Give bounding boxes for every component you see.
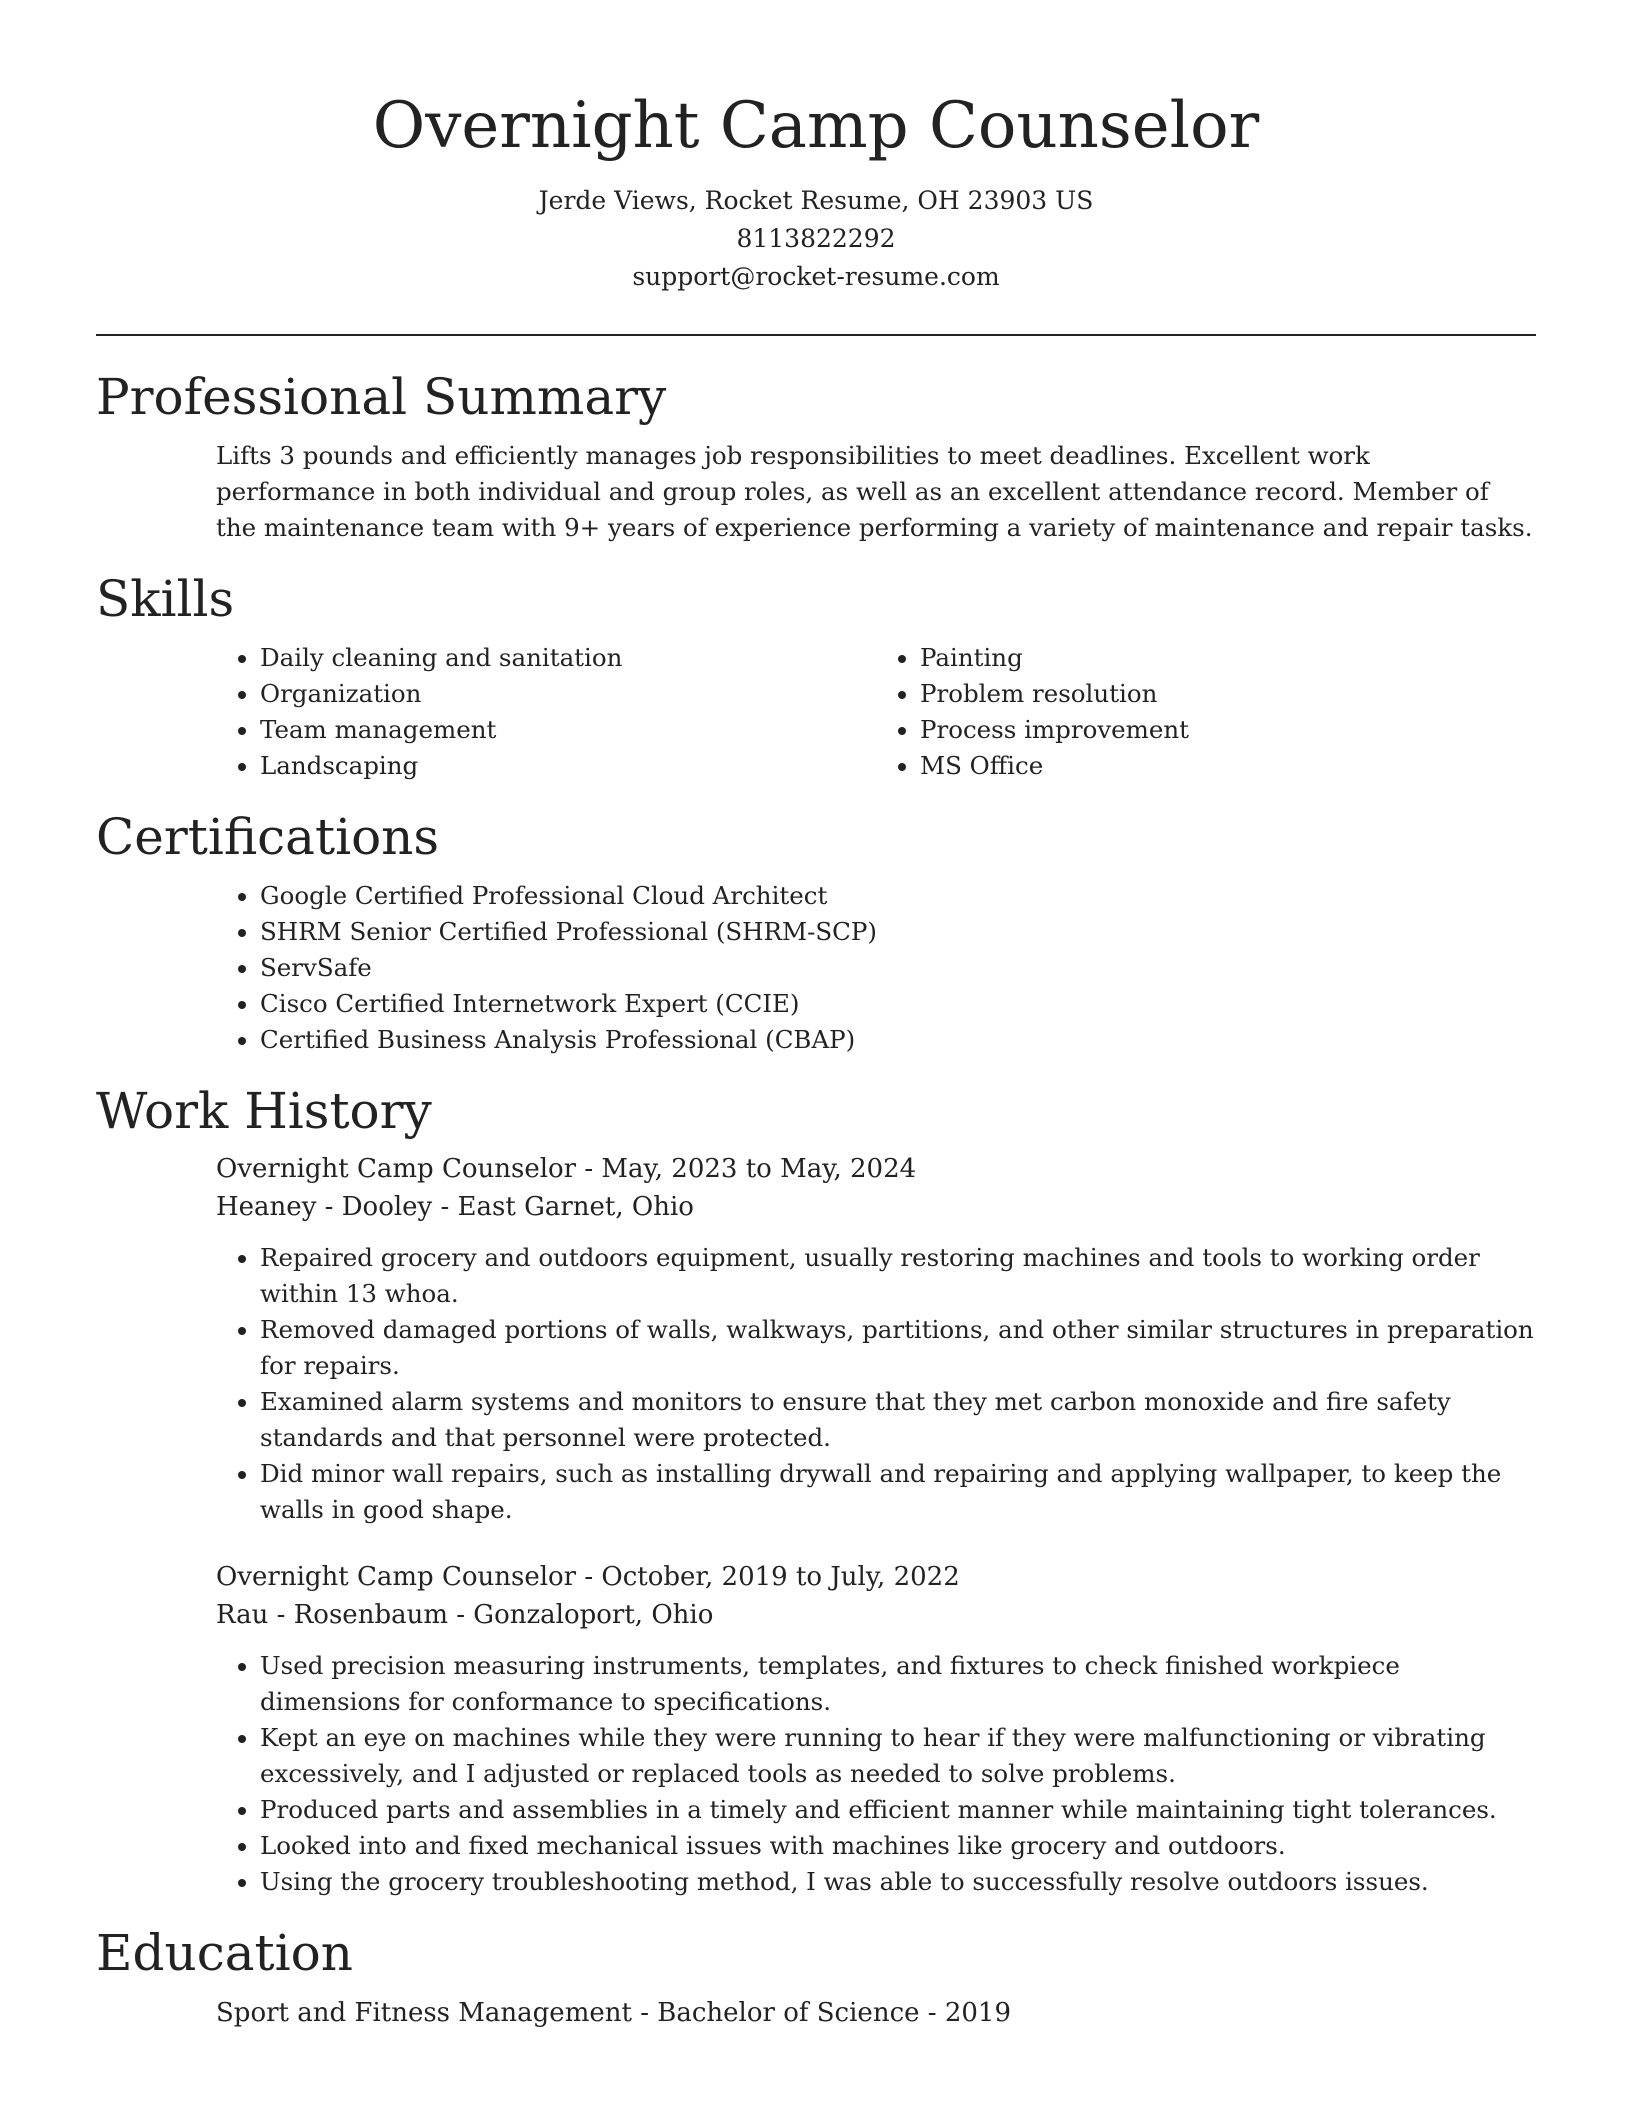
education-entry: Sport and Fitness Management - Bachelor of Science - 2019: [216, 1998, 1011, 2028]
skill-item: • Landscaping: [260, 748, 876, 784]
job-bullet: • Examined alarm systems and monitors to ensure that they met carbon monoxide and fire safety standards and that personnel were protected.: [260, 1384, 1536, 1456]
skill-item: • Process improvement: [920, 712, 1536, 748]
skill-item: • Painting: [920, 640, 1536, 676]
header-divider: [96, 334, 1536, 336]
job-bullet: • Did minor wall repairs, such as installing drywall and repairing and applying wallpaper, to keep the walls in good shape.: [260, 1456, 1536, 1528]
summary-heading: Professional Summary: [96, 368, 667, 426]
summary-text: Lifts 3 pounds and efficiently manages job responsibilities to meet deadlines. Excellent work performance in both individual and group roles, as well as an excellent attendance record. Member of the maintenance team with 9+ years of experience performing a variety of maintenance and repair tasks.: [216, 441, 1533, 542]
job-employer-line: Rau - Rosenbaum - Gonzaloport, Ohio: [216, 1600, 714, 1630]
job-bullet: • Using the grocery troubleshooting method, I was able to successfully resolve outdoors issues.: [260, 1864, 1536, 1900]
contact-address: Jerde Views, Rocket Resume, OH 23903 US: [538, 186, 1094, 215]
skill-item: • Problem resolution: [920, 676, 1536, 712]
certification-item: • SHRM Senior Certified Professional (SHRM-SCP): [260, 914, 1536, 950]
work-history-section: [96, 1080, 1536, 1900]
certification-item: • ServSafe: [260, 950, 1536, 986]
summary-section: [96, 366, 1536, 546]
job-bullets: [216, 1648, 1536, 1900]
certifications-section: [96, 806, 1536, 1058]
job-title-line: Overnight Camp Counselor - October, 2019 to July, 2022: [216, 1562, 960, 1592]
certifications-list: [216, 878, 1536, 1058]
job-bullets: [216, 1240, 1536, 1528]
candidate-name: Overnight Camp Counselor: [372, 89, 1260, 163]
skill-item: • Team management: [260, 712, 876, 748]
job-bullet: • Kept an eye on machines while they were running to hear if they were malfunctioning or vibrating excessively, and I adjusted or replaced tools as needed to solve problems.: [260, 1720, 1536, 1792]
education-heading: Education: [96, 1924, 353, 1982]
skills-list-left: [216, 640, 876, 784]
certification-item: • Certified Business Analysis Professional (CBAP): [260, 1022, 1536, 1058]
skills-heading: Skills: [96, 570, 235, 628]
education-section: [96, 1922, 1536, 2032]
job-bullet: • Produced parts and assemblies in a timely and efficient manner while maintaining tight tolerances.: [260, 1792, 1536, 1828]
job-entry: [216, 1558, 1536, 1900]
job-bullet: • Repaired grocery and outdoors equipment, usually restoring machines and tools to working order within 13 whoa.: [260, 1240, 1536, 1312]
job-employer-line: Heaney - Dooley - East Garnet, Ohio: [216, 1192, 694, 1222]
resume-page: [96, 0, 1536, 2032]
contact-email: support@rocket-resume.com: [632, 262, 1000, 291]
resume-header: [96, 0, 1536, 296]
skill-item: • Organization: [260, 676, 876, 712]
work-history-heading: Work History: [96, 1082, 432, 1140]
skill-item: • MS Office: [920, 748, 1536, 784]
job-title-line: Overnight Camp Counselor - May, 2023 to May, 2024: [216, 1154, 917, 1184]
skills-grid: [96, 630, 1536, 784]
skill-item: • Daily cleaning and sanitation: [260, 640, 876, 676]
job-bullet: • Used precision measuring instruments, templates, and fixtures to check finished workpiece dimensions for conformance to specifications.: [260, 1648, 1536, 1720]
certification-item: • Google Certified Professional Cloud Architect: [260, 878, 1536, 914]
job-entry: [216, 1150, 1536, 1528]
contact-phone: 8113822292: [736, 224, 896, 253]
skills-list-right: [876, 640, 1536, 784]
job-bullet: • Looked into and fixed mechanical issues with machines like grocery and outdoors.: [260, 1828, 1536, 1864]
certification-item: • Cisco Certified Internetwork Expert (CCIE): [260, 986, 1536, 1022]
certifications-heading: Certifications: [96, 808, 440, 866]
job-bullet: • Removed damaged portions of walls, walkways, partitions, and other similar structures in preparation for repairs.: [260, 1312, 1536, 1384]
skills-section: [96, 568, 1536, 784]
